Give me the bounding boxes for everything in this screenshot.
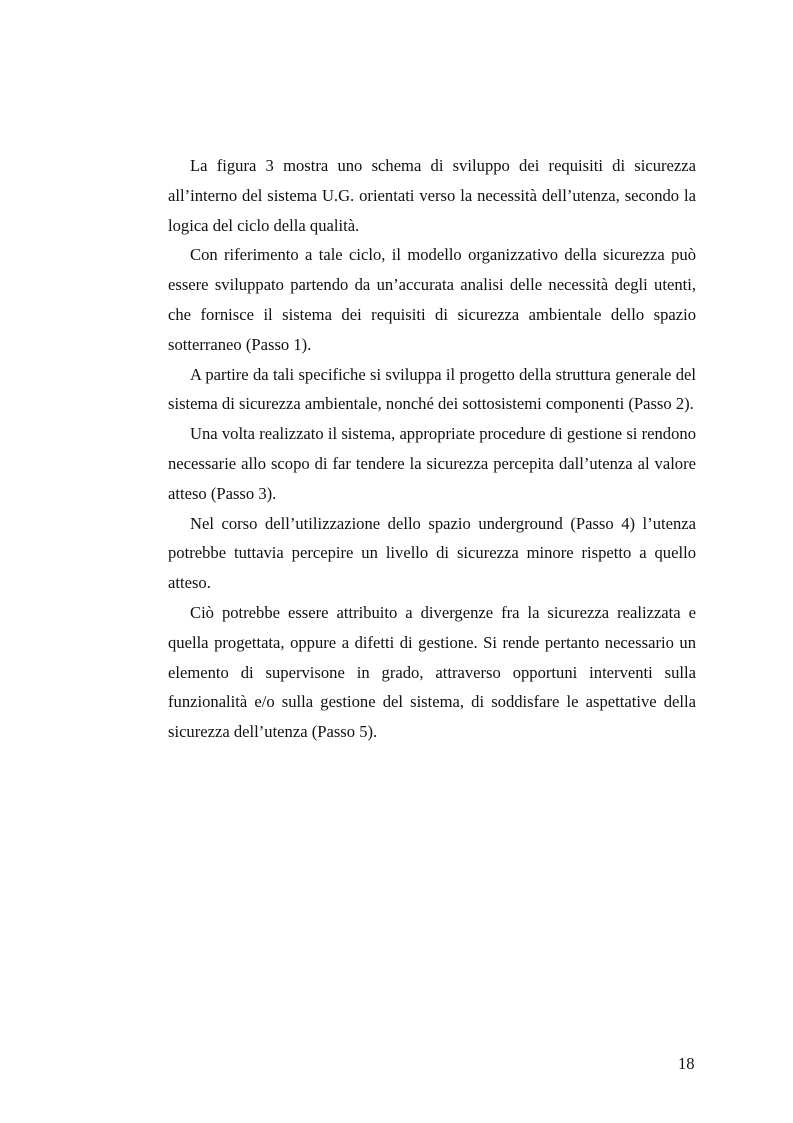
paragraph-step-5: Ciò potrebbe essere attribuito a divergenze fra la sicurezza realizzata e quella progettata, oppure a difetti di gestione. Si rende pertanto necessario un elemento di supervisone in grado, attraverso opportuni interventi sulla funzionalità e/o sulla gestione del sistema, di soddisfare le aspettative della sicurezza dell’utenza (Passo 5). (168, 602, 696, 742)
paragraph-step-3: Una volta realizzato il sistema, appropriate procedure di gestione si rendono necessarie allo scopo di far tendere la sicurezza percepita dall’utenza al valore atteso (Passo 3). (168, 424, 696, 503)
page-body (168, 151, 696, 747)
paragraph-figure-3-intro: La figura 3 mostra uno schema di sviluppo dei requisiti di sicurezza all’interno del sistema U.G. orientati verso la necessità dell’utenza, secondo la logica del ciclo della qualità. (168, 156, 696, 235)
paragraph-step-4: Nel corso dell’utilizzazione dello spazio underground (Passo 4) l’utenza potrebbe tuttavia percepire un livello di sicurezza minore rispetto a quello atteso. (168, 513, 696, 593)
paragraph-step-1: Con riferimento a tale ciclo, il modello organizzativo della sicurezza può essere sviluppato partendo da un’accurata analisi delle necessità degli utenti, che fornisce il sistema dei requisiti di sicurezza ambientale dello spazio sotterraneo (Passo 1). (168, 245, 696, 354)
page-number: 18 (678, 1054, 695, 1073)
paragraph-step-2: A partire da tali specifiche si sviluppa il progetto della struttura generale del sistema di sicurezza ambientale, nonché dei sottosistemi componenti (Passo 2). (168, 364, 696, 414)
